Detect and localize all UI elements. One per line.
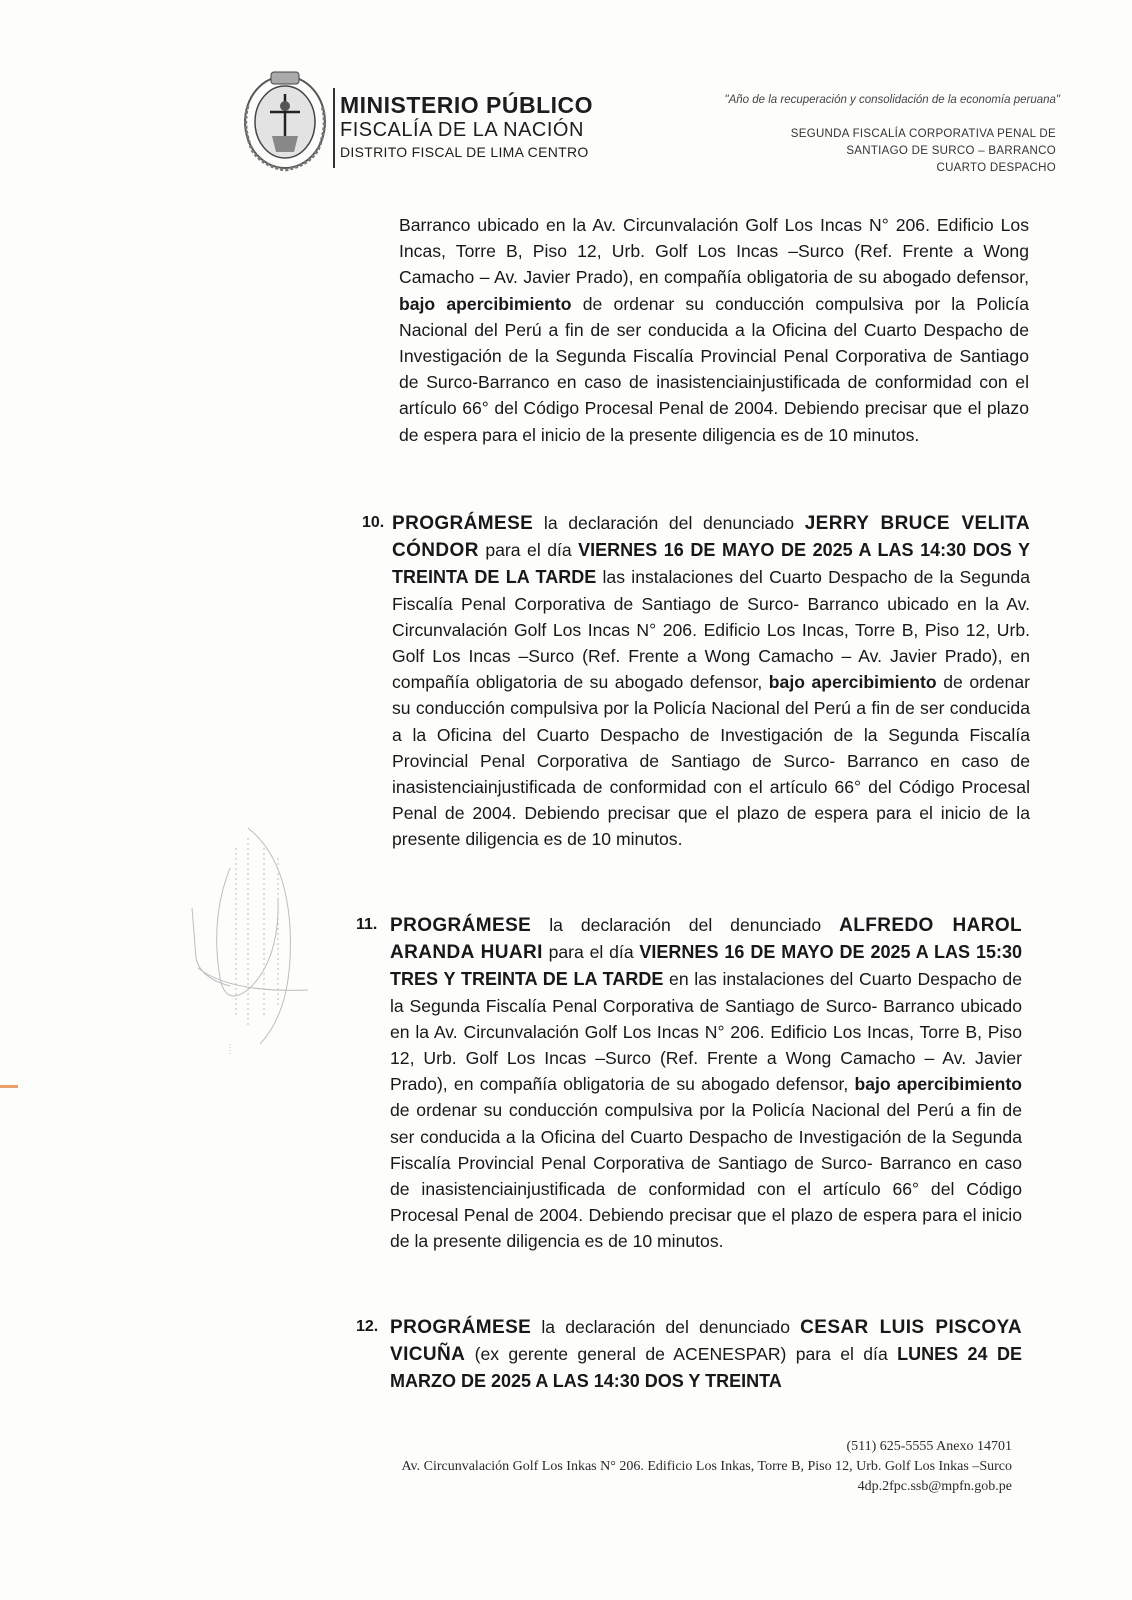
warning-phrase: bajo apercibimiento <box>768 672 937 693</box>
warning-phrase: bajo apercibimiento <box>399 293 572 314</box>
defendant-name: CESAR LUIS PISCOYA VICUÑA <box>390 1317 1023 1366</box>
item-text-part: para el día <box>478 540 579 561</box>
item-text-part: en las instalaciones del Cuarto Despacho de la Segunda Fiscalía Penal Corporativa de Santiago de Surco- Barranco ubicado en la Av. Circunvalación Golf Los Incas N° 206. Edificio Los Incas, Torre B, Piso 12, Urb. Golf Los Incas –Surco (Ref. Frente a Wong Camacho – Av. Javier Prado), en compañía obligatoria de su abogado defensor, <box>390 969 1022 1095</box>
margin-mark <box>0 1085 18 1088</box>
item-text-part: la declaración del denunciado <box>531 915 840 935</box>
footer-phone: (511) 625-5555 Anexo 14701 <box>846 1439 1012 1454</box>
header-divider <box>333 88 335 168</box>
signature-stamp <box>190 818 310 1058</box>
item-lead: PROGRÁMESE <box>392 513 534 534</box>
defendant-name: JERRY BRUCE VELITA CÓNDOR <box>392 513 1030 562</box>
defendant-name: ALFREDO HAROL ARANDA HUARI <box>390 915 1023 964</box>
item-number: 11. <box>356 916 378 933</box>
item-text <box>390 912 1022 1255</box>
item-lead: PROGRÁMESE <box>390 1317 532 1338</box>
office-line: CUARTO DESPACHO <box>936 162 1056 174</box>
hearing-date: VIERNES 16 DE MAYO DE 2025 A LAS 15:30 TRES Y TREINTA DE LA TARDE <box>390 942 1022 990</box>
item-text <box>390 1314 1022 1395</box>
item-text-part: para el día <box>542 942 640 963</box>
institution-subtitle: FISCALÍA DE LA NACIÓN <box>340 119 584 141</box>
institution-name: MINISTERIO PÚBLICO <box>340 92 594 118</box>
item-text-part: de ordenar su conducción compulsiva por la Policía Nacional del Perú a fin de ser conducida a la Oficina del Cuarto Despacho de Investigación de la Segunda Fiscalía Provincial Penal Corporativa de Santiago de Surco- Barranco en caso de inasistenciainjustificada de conformidad con el artículo 66° del Código Procesal Penal de 2004. Debiendo precisar que el plazo de espera para el inicio de la presente diligencia es de 10 minutos. <box>392 672 1030 850</box>
footer-email: 4dp.2fpc.ssb@mpfn.gob.pe <box>857 1479 1012 1494</box>
item-text-part: la declaración del denunciado <box>531 1317 801 1337</box>
office-line: SANTIAGO DE SURCO – BARRANCO <box>846 145 1056 157</box>
item-text-part: la declaración del denunciado <box>533 513 805 533</box>
item-text-part: las instalaciones del Cuarto Despacho de la Segunda Fiscalía Penal Corporativa de Santiago de Surco- Barranco ubicado en la Av. Circunvalación Golf Los Incas N° 206. Edificio Los Incas, Torre B, Piso 12, Urb. Golf Los Incas –Surco (Ref. Frente a Wong Camacho – Av. Javier Prado), en compañía obligatoria de su abogado defensor, <box>392 567 1030 693</box>
item-number: 10. <box>362 514 385 531</box>
item-text <box>392 510 1030 853</box>
hearing-date: LUNES 24 DE MARZO DE 2025 A LAS 14:30 DOS Y TREINTA <box>390 1344 1022 1392</box>
footer <box>401 1437 1012 1497</box>
paragraph-text: Barranco ubicado en la Av. Circunvalación Golf Los Incas N° 206. Edificio Los Incas, Torre B, Piso 12, Urb. Golf Los Incas –Surco (Ref. Frente a Wong Camacho – Av. Javier Prado), en compañía obligatoria de su abogado defensor, <box>399 215 1029 288</box>
paragraph-text: de ordenar su conducción compulsiva por la Policía Nacional del Perú a fin de ser conducida a la Oficina del Cuarto Despacho de Investigación de la Segunda Fiscalía Provincial Penal Corporativa de Santiago de Surco-Barranco en caso de inasistenciainjustificada de conformidad con el artículo 66° del Código Procesal Penal de 2004. Debiendo precisar que el plazo de espera para el inicio de la presente diligencia es de 10 minutos. <box>399 293 1029 445</box>
office-line: SEGUNDA FISCALÍA CORPORATIVA PENAL DE <box>790 128 1056 140</box>
institution-block <box>340 92 593 162</box>
continued-paragraph <box>399 212 1029 448</box>
coat-of-arms-emblem <box>238 66 332 174</box>
hearing-date: VIERNES 16 DE MAYO DE 2025 A LAS 14:30 DOS Y TREINTA DE LA TARDE <box>392 540 1031 588</box>
item-text-part: (ex gerente general de ACENESPAR) para el día <box>465 1344 898 1365</box>
warning-phrase: bajo apercibimiento <box>854 1074 1022 1095</box>
office-block <box>791 126 1056 177</box>
institution-district: DISTRITO FISCAL DE LIMA CENTRO <box>340 144 589 160</box>
item-lead: PROGRÁMESE <box>390 915 532 936</box>
year-motto: "Año de la recuperación y consolidación de la economía peruana" <box>724 94 1060 106</box>
item-text-part: de ordenar su conducción compulsiva por la Policía Nacional del Perú a fin de ser conducida a la Oficina del Cuarto Despacho de Investigación de la Segunda Fiscalía Provincial Penal Corporativa de Santiago de Surco- Barranco en caso de inasistenciainjustificada de conformidad con el artículo 66° del Código Procesal Penal de 2004. Debiendo precisar que el plazo de espera para el inicio de la presente diligencia es de 10 minutos. <box>390 1100 1022 1252</box>
footer-address: Av. Circunvalación Golf Los Inkas N° 206. Edificio Los Inkas, Torre B, Piso 12, Urb. Golf Los Inkas –Surco <box>401 1459 1012 1474</box>
item-number: 12. <box>356 1318 379 1335</box>
